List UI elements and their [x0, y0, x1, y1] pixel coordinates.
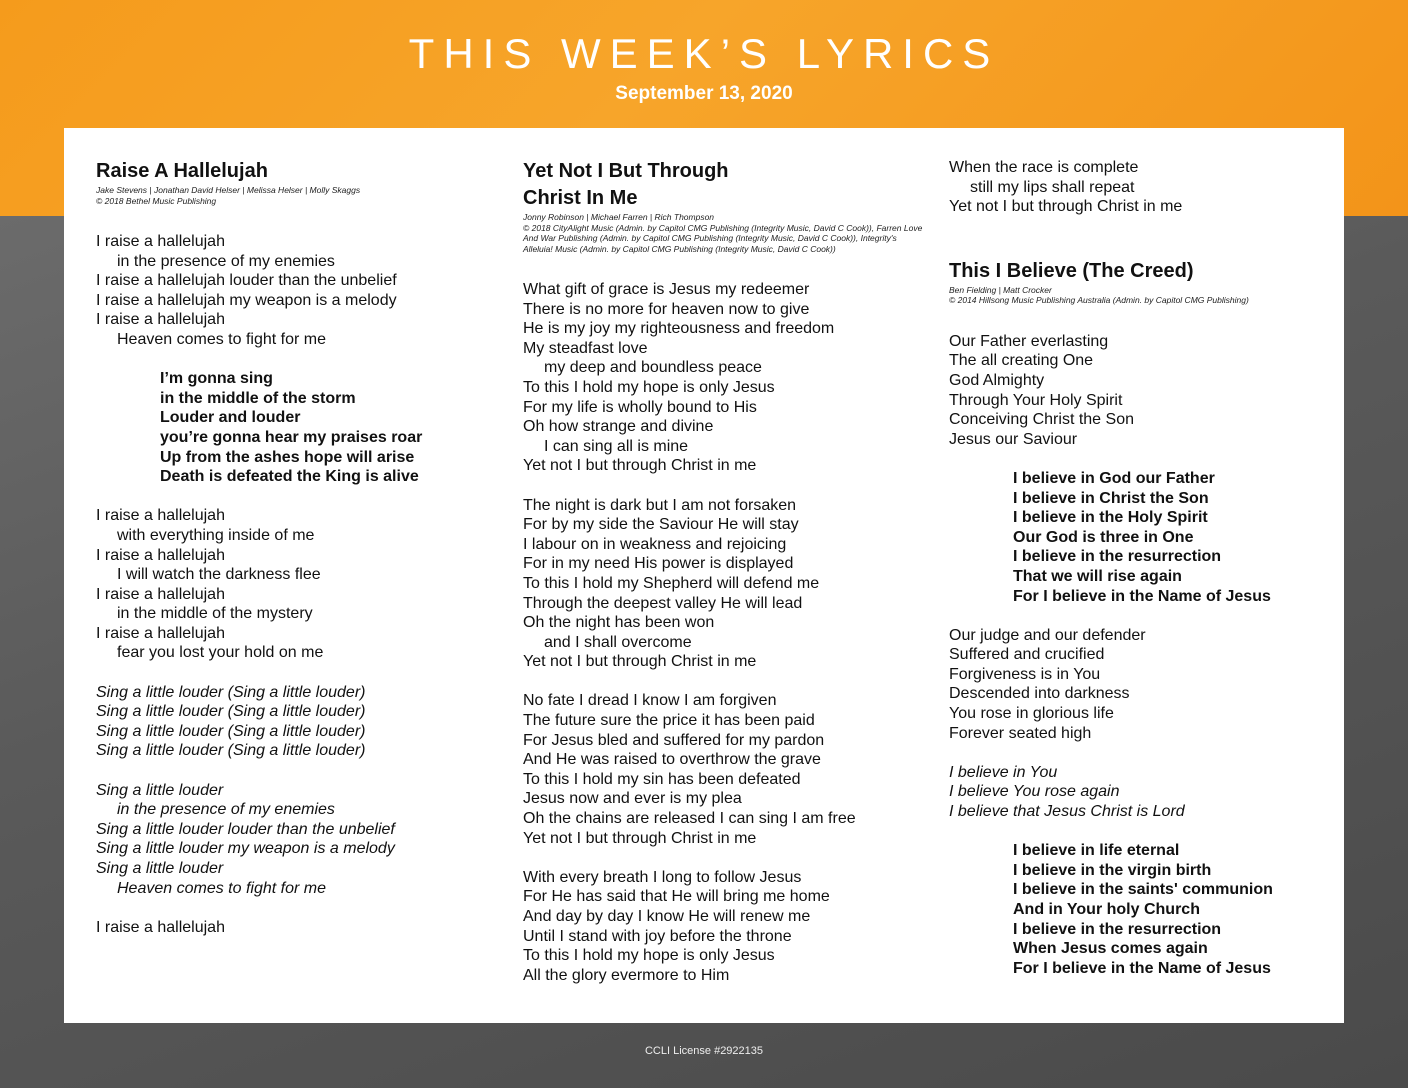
- lyric-line: Up from the ashes hope will arise: [160, 448, 415, 466]
- lyric-line: When the race is complete: [949, 159, 1139, 176]
- lyric-line: For my life is wholly bound to His: [523, 398, 757, 416]
- lyric-line: I raise a hallelujah: [96, 311, 225, 329]
- lyric-line: in the middle of the storm: [160, 389, 356, 407]
- lyric-line: Sing a little louder: [96, 781, 224, 799]
- lyric-line: The all creating One: [949, 352, 1094, 370]
- lyric-line: I will watch the darkness flee: [117, 566, 321, 584]
- lyric-line: I believe in Christ the Son: [1013, 489, 1209, 507]
- lyric-line: Jesus now and ever is my plea: [523, 790, 742, 808]
- lyric-line: my deep and boundless peace: [544, 359, 762, 377]
- stanza-gap: [96, 663, 496, 683]
- stanza-gap: [96, 761, 496, 781]
- lyric-line: I believe in You: [949, 763, 1058, 781]
- lyric-line: fear you lost your hold on me: [117, 644, 324, 662]
- lyric-line: Louder and louder: [160, 409, 301, 427]
- lyric-line: When Jesus comes again: [1013, 940, 1208, 958]
- lyric-line: I believe in the saints' communion: [1013, 881, 1273, 899]
- lyric-line: Yet not I but through Christ in me: [523, 457, 757, 475]
- song-copyright: © 2018 CityAlight Music (Admin. by Capitol CMG Publishing (Integrity Music, David C Cook)), Farren Love And War Publishing (Admin. by Capitol CMG Publishing (Integrity Music, David C Cook)), Integrity's Alleluia! Music (Admin. by Capitol CMG Publishing (Integrity Music, David C Cook)): [523, 222, 923, 254]
- lyric-line: I’m gonna sing: [160, 370, 273, 388]
- stanza-gap: [523, 672, 923, 692]
- stanza-gap: [949, 822, 1339, 842]
- lyric-line: I believe in the resurrection: [1013, 920, 1222, 938]
- lyric-line: I raise a hallelujah: [96, 233, 225, 250]
- song-lyrics: [96, 232, 496, 937]
- stanza-gap: [949, 743, 1339, 763]
- lyric-line: Sing a little louder louder than the unbelief: [96, 820, 395, 838]
- lyric-line: Death is defeated the King is alive: [160, 468, 419, 486]
- song-lyrics: [523, 280, 923, 985]
- stanza-gap: [96, 898, 496, 918]
- lyric-line: I raise a hallelujah louder than the unbelief: [96, 272, 397, 290]
- ccli-license: CCLI License #2922135: [644, 1045, 764, 1057]
- lyric-line: And He was raised to overthrow the grave: [523, 751, 821, 769]
- lyric-line: Forgiveness is in You: [949, 665, 1101, 683]
- lyric-line: you’re gonna hear my praises roar: [160, 428, 423, 446]
- lyric-line: Oh how strange and divine: [523, 418, 714, 436]
- lyrics-panel: [64, 128, 1344, 1023]
- lyric-line: My steadfast love: [523, 339, 648, 357]
- lyric-line: I raise a hallelujah my weapon is a melody: [96, 291, 397, 309]
- stanza-gap: [949, 606, 1339, 626]
- lyric-line: What gift of grace is Jesus my redeemer: [523, 281, 810, 298]
- lyric-line: Heaven comes to fight for me: [117, 330, 326, 348]
- song-lyrics-continued: [949, 158, 1339, 217]
- lyric-line: Our God is three in One: [1013, 528, 1194, 546]
- lyric-line: Our judge and our defender: [949, 626, 1146, 644]
- page-title: THIS WEEK’S LYRICS: [408, 30, 1000, 77]
- song-lyrics: [949, 332, 1339, 979]
- lyric-line: in the presence of my enemies: [117, 801, 335, 819]
- lyric-line: I raise a hallelujah: [96, 918, 225, 936]
- lyric-line: Until I stand with joy before the throne: [523, 927, 792, 945]
- lyric-line: in the presence of my enemies: [117, 252, 335, 270]
- lyric-line: God Almighty: [949, 371, 1045, 389]
- song-raise-a-hallelujah: [96, 158, 496, 937]
- lyric-line: For He has said that He will bring me home: [523, 888, 830, 906]
- lyric-line: And day by day I know He will renew me: [523, 908, 811, 925]
- lyric-line: I believe in the virgin birth: [1013, 861, 1212, 879]
- song-this-i-believe: [949, 258, 1339, 979]
- lyric-line: There is no more for heaven now to give: [523, 300, 810, 318]
- lyric-line: For I believe in the Name of Jesus: [1013, 587, 1271, 605]
- lyric-line: For in my need His power is displayed: [523, 555, 794, 573]
- lyric-line: Conceiving Christ the Son: [949, 411, 1134, 429]
- lyric-line: Heaven comes to fight for me: [117, 879, 326, 897]
- lyric-line: I believe You rose again: [949, 783, 1120, 801]
- lyric-line: You rose in glorious life: [949, 705, 1114, 723]
- lyric-line: I believe that Jesus Christ is Lord: [949, 803, 1185, 821]
- lyric-line: still my lips shall repeat: [970, 178, 1135, 196]
- lyric-line: That we will rise again: [1013, 567, 1182, 585]
- lyric-line: I raise a hallelujah: [96, 546, 225, 564]
- stanza-gap: [96, 350, 496, 370]
- lyric-line: Yet not I but through Christ in me: [949, 198, 1183, 216]
- lyric-line: For Jesus bled and suffered for my pardon: [523, 731, 825, 749]
- lyrics-column-3: [949, 158, 1339, 978]
- lyric-line: The future sure the price it has been paid: [523, 712, 815, 730]
- lyric-line: I raise a hallelujah: [96, 585, 225, 603]
- lyric-line: To this I hold my hope is only Jesus: [523, 378, 775, 396]
- lyric-line: Suffered and crucified: [949, 646, 1105, 664]
- lyric-line: All the glory evermore to Him: [523, 966, 730, 984]
- lyric-line: Sing a little louder: [96, 860, 224, 877]
- lyric-line: Oh the chains are released I can sing I am free: [523, 810, 856, 828]
- lyric-line: Sing a little louder (Sing a little louder): [96, 742, 366, 760]
- lyric-line: Yet not I but through Christ in me: [523, 653, 757, 671]
- lyric-line: The night is dark but I am not forsaken: [523, 496, 797, 514]
- lyric-line: Our Father everlasting: [949, 332, 1109, 350]
- stanza-gap: [523, 476, 923, 496]
- song-copyright: © 2018 Bethel Music Publishing: [96, 195, 217, 206]
- page-date: September 13, 2020: [615, 83, 793, 104]
- lyric-line: For I believe in the Name of Jesus: [1013, 959, 1271, 977]
- lyric-line: No fate I dread I know I am forgiven: [523, 692, 777, 710]
- lyric-line: I raise a hallelujah: [96, 624, 225, 642]
- lyric-line: For by my side the Saviour He will stay: [523, 516, 799, 534]
- lyric-line: I believe in the Holy Spirit: [1013, 509, 1208, 527]
- lyric-line: With every breath I long to follow Jesus: [523, 868, 802, 886]
- lyric-line: To this I hold my sin has been defeated: [523, 770, 801, 788]
- lyric-line: in the middle of the mystery: [117, 605, 313, 623]
- song-credits: Jonny Robinson | Michael Farren | Rich Thompson: [523, 212, 715, 222]
- song-credits: Jake Stevens | Jonathan David Helser | Melissa Helser | Molly Skaggs: [96, 185, 361, 195]
- lyric-line: Forever seated high: [949, 724, 1092, 742]
- lyric-line: Yet not I but through Christ in me: [523, 829, 757, 847]
- lyric-line: with everything inside of me: [117, 526, 315, 544]
- lyric-line: I labour on in weakness and rejoicing: [523, 535, 787, 553]
- lyric-line: Sing a little louder my weapon is a melody: [96, 840, 395, 858]
- lyric-line: Sing a little louder (Sing a little louder): [96, 683, 366, 701]
- song-copyright: © 2014 Hillsong Music Publishing Australia (Admin. by Capitol CMG Publishing): [949, 295, 1249, 306]
- song-title-line2: Christ In Me: [523, 187, 638, 209]
- lyric-line: To this I hold my hope is only Jesus: [523, 947, 775, 965]
- lyric-line: Through Your Holy Spirit: [949, 391, 1123, 409]
- lyric-line: Oh the night has been won: [523, 614, 715, 632]
- stanza-gap: [949, 449, 1339, 469]
- stanza-gap: [96, 487, 496, 507]
- lyric-line: Sing a little louder (Sing a little louder): [96, 703, 366, 721]
- lyric-line: And in Your holy Church: [1013, 901, 1200, 918]
- song-credits: Ben Fielding | Matt Crocker: [949, 284, 1052, 295]
- lyric-line: I raise a hallelujah: [96, 507, 225, 525]
- lyric-line: To this I hold my Shepherd will defend me: [523, 574, 820, 592]
- lyric-line: Jesus our Saviour: [949, 430, 1078, 448]
- lyric-line: Through the deepest valley He will lead: [523, 594, 803, 612]
- lyric-line: I believe in God our Father: [1013, 469, 1215, 487]
- lyric-line: He is my joy my righteousness and freedom: [523, 320, 835, 338]
- lyric-line: I can sing all is mine: [544, 437, 689, 455]
- lyric-line: I believe in life eternal: [1013, 842, 1180, 860]
- song-yet-not-i: [523, 158, 923, 985]
- lyric-line: Descended into darkness: [949, 685, 1130, 703]
- lyric-line: and I shall overcome: [544, 633, 692, 651]
- stanza-gap: [523, 848, 923, 868]
- song-title: Raise A Hallelujah: [96, 160, 268, 182]
- lyric-line: I believe in the resurrection: [1013, 548, 1222, 566]
- song-title: This I Believe (The Creed): [949, 259, 1194, 282]
- lyric-line: Sing a little louder (Sing a little louder): [96, 722, 366, 740]
- song-title-line1: Yet Not I But Through: [523, 160, 729, 182]
